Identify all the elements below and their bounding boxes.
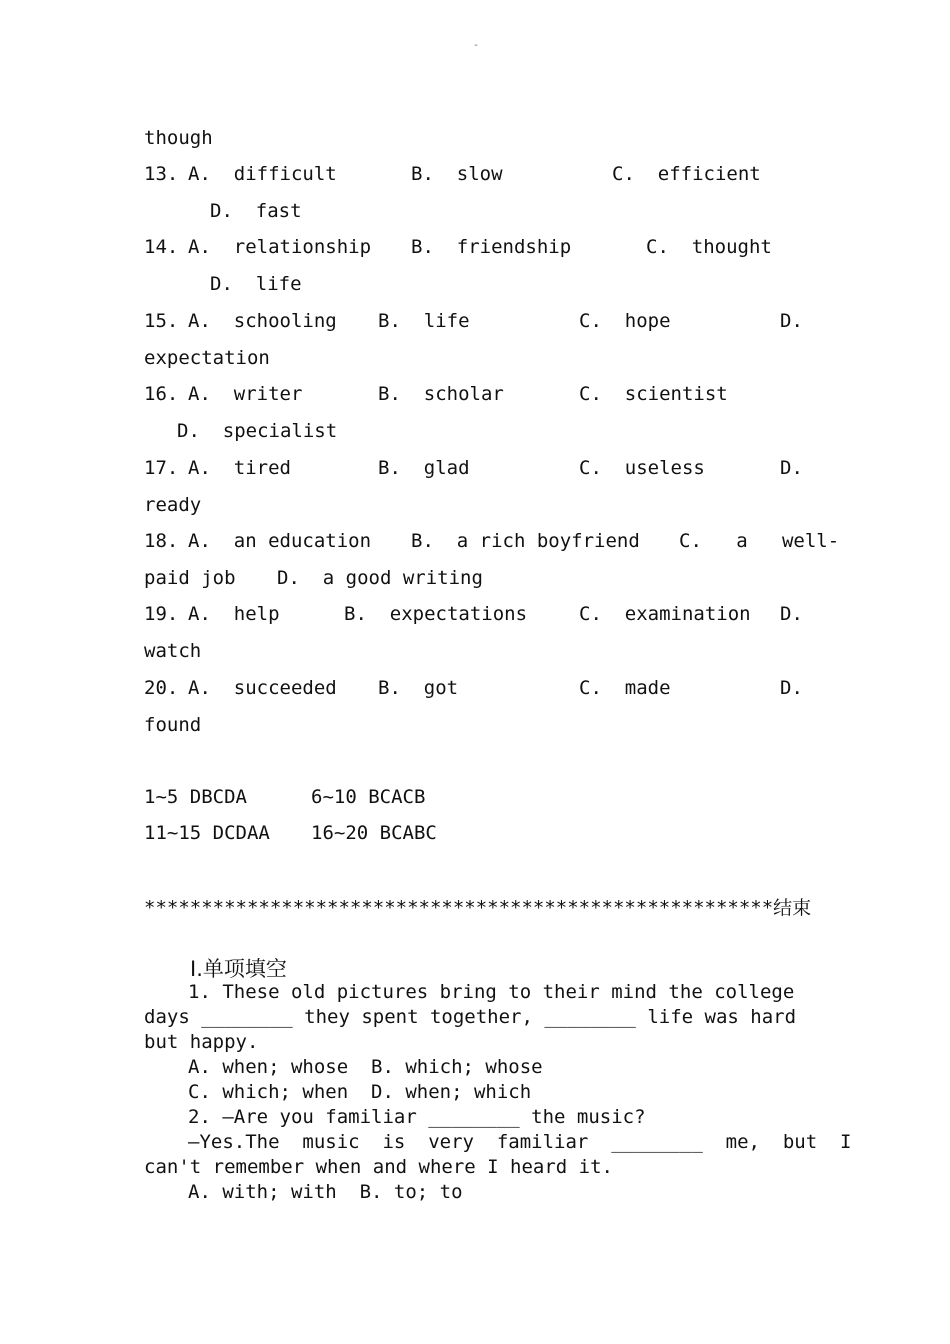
q18-option-b: B. a rich boyfriend: [411, 530, 640, 552]
q17-option-c: C. useless: [579, 457, 705, 479]
mc1-options-cd: C. which; when D. when; which: [188, 1081, 532, 1103]
q18-option-c: C. a well-: [679, 530, 840, 552]
q14-number: 14.: [144, 236, 179, 258]
q18-number: 18.: [144, 530, 179, 552]
q19-option-a: A. help: [188, 603, 280, 625]
q17-option-d-text: ready: [144, 494, 202, 516]
mc1-stem-line1: 1. These old pictures bring to their mind the college: [188, 981, 795, 1003]
q19-option-c: C. examination: [579, 603, 751, 625]
divider-stars: *******************************************************: [144, 897, 774, 919]
end-divider: [144, 893, 811, 920]
q13-option-d: D. fast: [210, 200, 302, 222]
q14-option-d: D. life: [210, 273, 302, 295]
q17-number: 17.: [144, 457, 179, 479]
q15-number: 15.: [144, 310, 179, 332]
divider-end-label: 结束: [773, 897, 812, 919]
answer-key-1-5: 1~5 DBCDA: [144, 786, 247, 808]
q14-option-c: C. thought: [646, 236, 772, 258]
q19-number: 19.: [144, 603, 179, 625]
q15-option-a: A. schooling: [188, 310, 337, 332]
q15-option-d: D.: [780, 310, 803, 332]
q16-option-b: B. scholar: [378, 383, 504, 405]
q18-option-d: D. a good writing: [277, 567, 483, 589]
q17-option-a: A. tired: [188, 457, 291, 479]
q17-option-d: D.: [780, 457, 803, 479]
q18-option-c-cont: paid job: [144, 567, 236, 589]
q15-option-c: C. hope: [579, 310, 671, 332]
q20-number: 20.: [144, 677, 179, 699]
continued-text: though: [144, 127, 213, 149]
header-mark: -: [473, 40, 480, 51]
mc2-options-ab: A. with; with B. to; to: [188, 1181, 463, 1203]
q14-option-a: A. relationship: [188, 236, 372, 258]
mc1-options-ab: A. when; whose B. which; whose: [188, 1056, 543, 1078]
q15-option-d-text: expectation: [144, 347, 270, 369]
q13-option-b: B. slow: [411, 163, 503, 185]
q13-option-c: C. efficient: [612, 163, 761, 185]
mc1-stem-line2: days ________ they spent together, ________ life was hard: [144, 1006, 797, 1028]
q19-option-d-text: watch: [144, 640, 202, 662]
q19-option-b: B. expectations: [344, 603, 528, 625]
q13-option-a: A. difficult: [188, 163, 337, 185]
q20-option-d-text: found: [144, 714, 202, 736]
answer-key-6-10: 6~10 BCACB: [311, 786, 426, 808]
mc1-stem-line3: but happy.: [144, 1031, 259, 1053]
q20-option-d: D.: [780, 677, 803, 699]
q16-option-a: A. writer: [188, 383, 303, 405]
q16-option-d: D. specialist: [177, 420, 338, 442]
q15-option-b: B. life: [378, 310, 470, 332]
q16-option-c: C. scientist: [579, 383, 728, 405]
q14-option-b: B. friendship: [411, 236, 572, 258]
q16-number: 16.: [144, 383, 179, 405]
mc2-stem-line3: can't remember when and where I heard it.: [144, 1156, 613, 1178]
answer-key-16-20: 16~20 BCABC: [311, 822, 437, 844]
section-title: Ⅰ.单项填空: [190, 957, 287, 981]
mc2-stem-line2: —Yes.The music is very familiar ________ me, but I: [188, 1131, 852, 1153]
mc2-stem-line1: 2. —Are you familiar ________ the music?: [188, 1106, 646, 1128]
q19-option-d: D.: [780, 603, 803, 625]
q20-option-c: C. made: [579, 677, 671, 699]
q18-option-a: A. an education: [188, 530, 372, 552]
q20-option-a: A. succeeded: [188, 677, 337, 699]
answer-key-11-15: 11~15 DCDAA: [144, 822, 270, 844]
q13-number: 13.: [144, 163, 179, 185]
q20-option-b: B. got: [378, 677, 459, 699]
q17-option-b: B. glad: [378, 457, 470, 479]
